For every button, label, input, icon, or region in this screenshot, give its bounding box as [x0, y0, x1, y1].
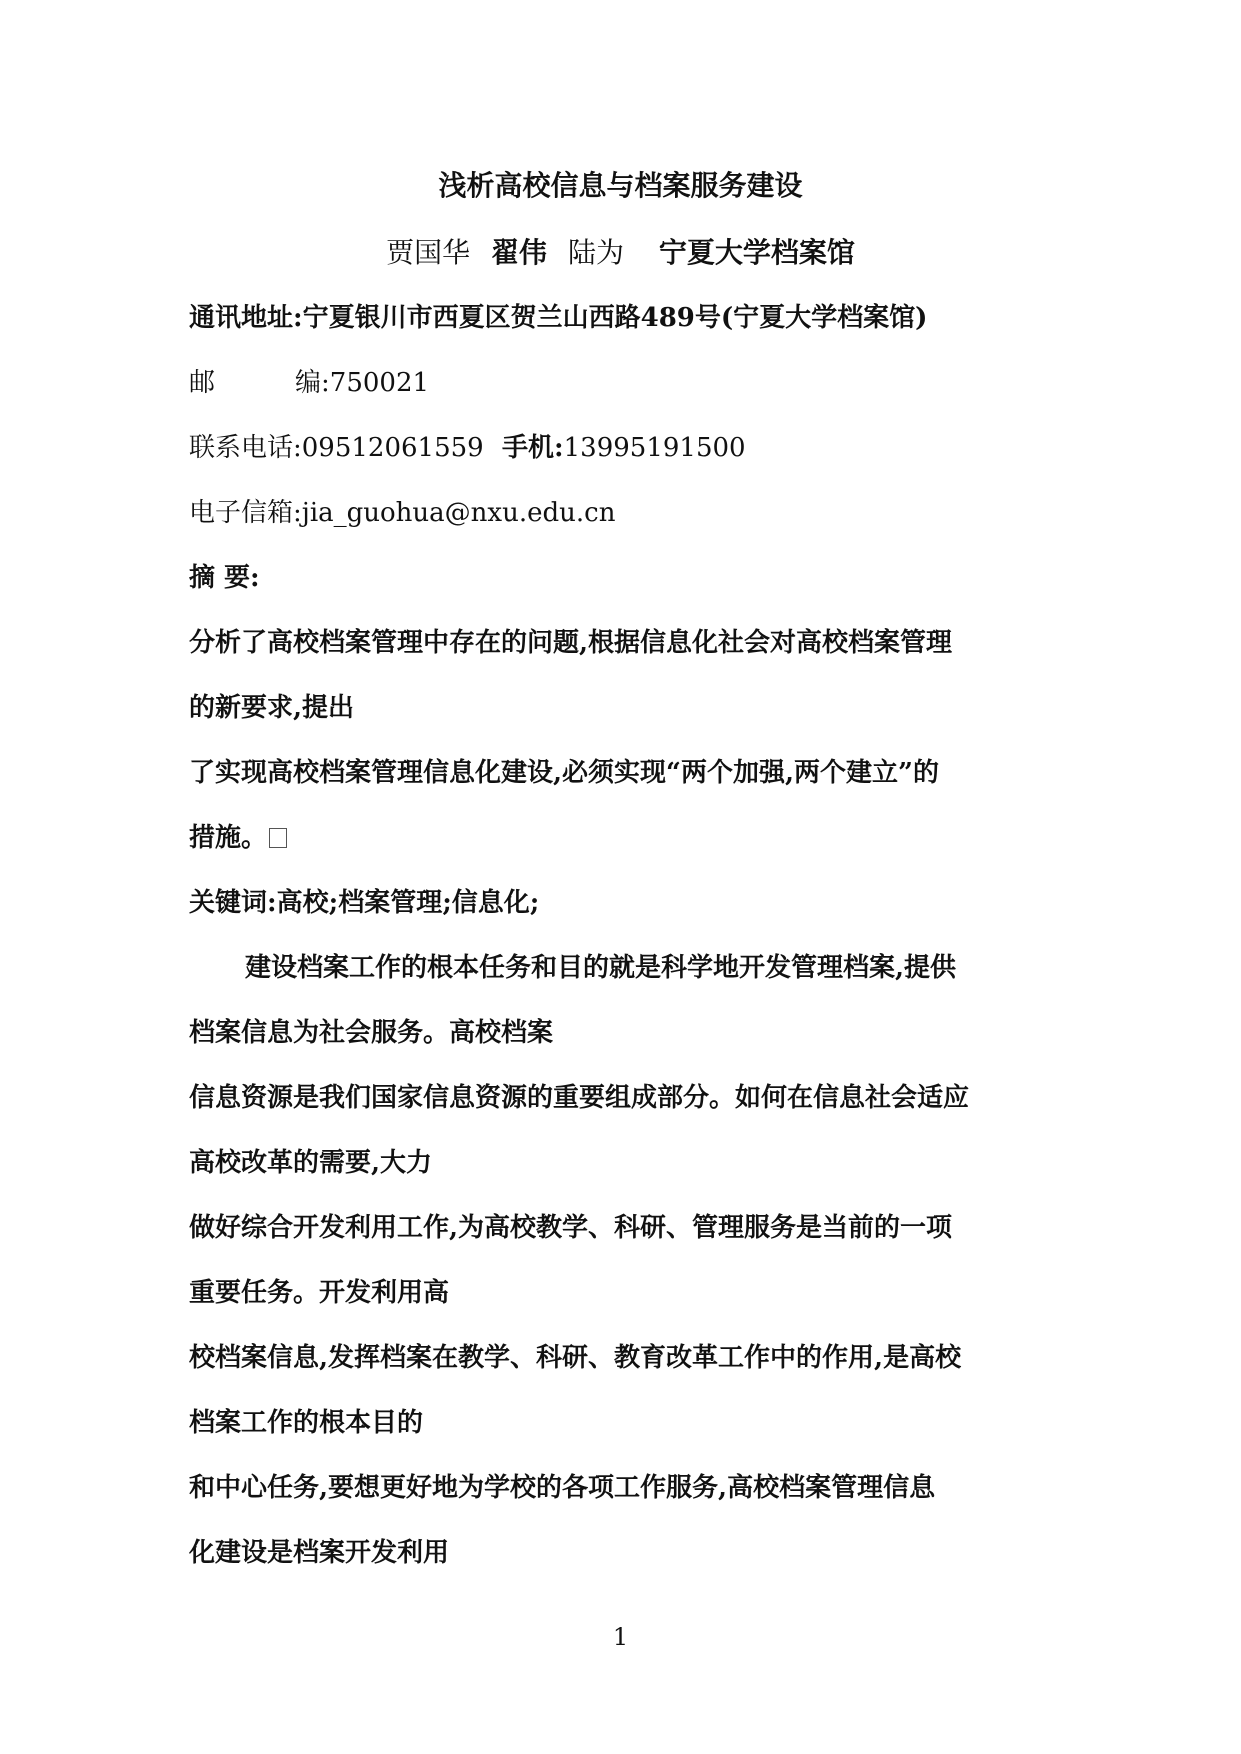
abstract-heading: 摘 要:: [189, 563, 260, 593]
abstract-line: 分析了高校档案管理中存在的问题,根据信息化社会对高校档案管理: [189, 628, 953, 658]
body-line: 化建设是档案开发利用: [189, 1538, 450, 1568]
author-line: [0, 233, 1241, 273]
phone-value: 09512061559: [301, 433, 484, 463]
abstract-line: 措施。: [189, 823, 268, 853]
body-line: 档案工作的根本目的: [189, 1408, 424, 1438]
email-label: 电子信箱:: [189, 498, 302, 528]
body-line: 信息资源是我们国家信息资源的重要组成部分。如何在信息社会适应: [189, 1083, 970, 1113]
body-line: 校档案信息,发挥档案在教学、科研、教育改革工作中的作用,是高校: [189, 1343, 962, 1373]
phone-label: 联系电话:: [189, 433, 302, 463]
body-line: 建设档案工作的根本任务和目的就是科学地开发管理档案,提供: [245, 953, 957, 983]
body-line: 重要任务。开发利用高: [189, 1278, 450, 1308]
keywords-value: 高校;档案管理;信息化;: [276, 888, 540, 918]
author-name: 翟伟: [491, 236, 548, 269]
mobile-label: 手机:: [502, 433, 564, 463]
body-line: 档案信息为社会服务。高校档案: [189, 1018, 554, 1048]
email-line: [189, 495, 615, 531]
keywords-line: [189, 885, 539, 921]
document-title: 浅析高校信息与档案服务建设: [438, 169, 803, 202]
postcode-label-a: 邮: [189, 368, 216, 398]
author-name: 贾国华: [386, 236, 471, 269]
address-line: [189, 300, 928, 336]
postcode-label-b: 编:: [295, 368, 330, 398]
postcode-line: [189, 365, 429, 401]
phone-line: [189, 430, 746, 466]
body-line: 高校改革的需要,大力: [189, 1148, 433, 1178]
keywords-label: 关键词:: [189, 888, 277, 918]
organization-name: 宁夏大学档案馆: [658, 236, 855, 269]
address-value: 宁夏银川市西夏区贺兰山西路489号(宁夏大学档案馆): [302, 303, 928, 333]
page-number: 1: [612, 1623, 629, 1651]
author-name: 陆为: [567, 236, 624, 269]
address-label: 通讯地址:: [189, 303, 303, 333]
abstract-last-line: [189, 820, 287, 856]
abstract-line: 的新要求,提出: [189, 693, 355, 723]
abstract-line: 了实现高校档案管理信息化建设,必须实现“两个加强,两个建立”的: [189, 758, 940, 788]
body-line: 做好综合开发利用工作,为高校教学、科研、管理服务是当前的一项: [189, 1213, 953, 1243]
mobile-value: 13995191500: [563, 433, 746, 463]
postcode-value: 750021: [329, 368, 430, 398]
email-value: jia_guohua@nxu.edu.cn: [301, 498, 616, 528]
body-line: 和中心任务,要想更好地为学校的各项工作服务,高校档案管理信息: [189, 1473, 936, 1503]
missing-glyph-box: [269, 828, 287, 848]
